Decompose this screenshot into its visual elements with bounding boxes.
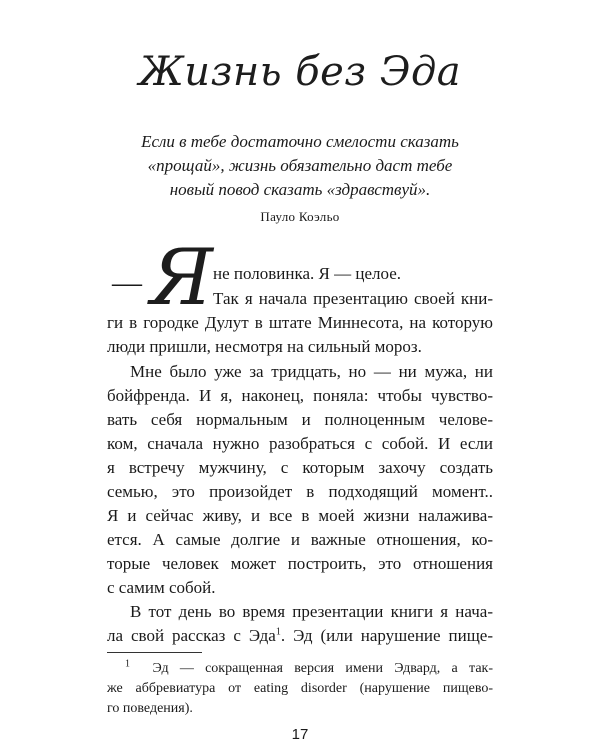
body-line: торые человек может построить, это отношения [107, 554, 493, 573]
body-line: не половинка. Я — целое. [213, 264, 401, 283]
body-line-end: Эд (или нарушение пище- [293, 626, 494, 645]
epigraph-quote [80, 130, 520, 202]
chapter-title: Жизнь без Эда [138, 49, 462, 95]
footnote-line [125, 659, 493, 679]
footnote-divider [107, 652, 202, 653]
dialogue-dash: — [112, 266, 142, 299]
body-line: с самим собой. [107, 578, 216, 597]
footnote-line: же аббревиатура от eating disorder (нарушение пищево- [107, 681, 493, 696]
footnote-reference[interactable]: 1 [275, 626, 281, 638]
body-line: ги в городке Дулут в штате Миннесота, на которую [107, 313, 493, 332]
body-line-start: ла свой рассказ с Эда [107, 626, 276, 645]
epigraph-author: Пауло Коэльо [260, 209, 340, 224]
body-line: я встречу мужчину, с которым захочу создать [107, 458, 493, 477]
footnote-marker: 1 [125, 658, 130, 670]
epigraph-line: «прощай», жизнь обязательно даст тебе [147, 156, 453, 175]
body-line: люди пришли, несмотря на сильный мороз. [107, 337, 422, 356]
epigraph-line: новый повод сказать «здравствуй». [169, 180, 431, 199]
body-line: Так я начала презентацию своей кни- [213, 289, 493, 308]
body-line: Я и сейчас живу, и все в моей жизни налажива- [107, 506, 493, 525]
drop-cap-letter: Я [150, 233, 213, 323]
body-line: вать себя нормальным и полноценным челове- [107, 410, 493, 429]
body-line: ется. А самые долгие и важные отношения, ко- [107, 530, 493, 549]
footnote-line: го поведения). [107, 701, 193, 716]
body-line: ла свой рассказ с Эда$^1$. Эд (или нарушение пище- [107, 626, 494, 645]
body-line: Мне было уже за тридцать, но — ни мужа, ни [130, 362, 493, 381]
page-number: 17 [291, 726, 309, 743]
body-line: бойфренда. И я, наконец, поняла: чтобы чувство- [107, 386, 493, 405]
body-line: ком, сначала нужно разобраться с собой. И если [107, 434, 493, 453]
body-line: семью, это произойдет в подходящий момент.. [107, 482, 493, 501]
body-line: В тот день во время презентации книги я нача- [130, 602, 493, 621]
footnote-text: Эд — сокращенная версия имени Эдвард, а так- [152, 661, 494, 676]
epigraph-line: Если в тебе достаточно смелости сказать [141, 132, 459, 151]
